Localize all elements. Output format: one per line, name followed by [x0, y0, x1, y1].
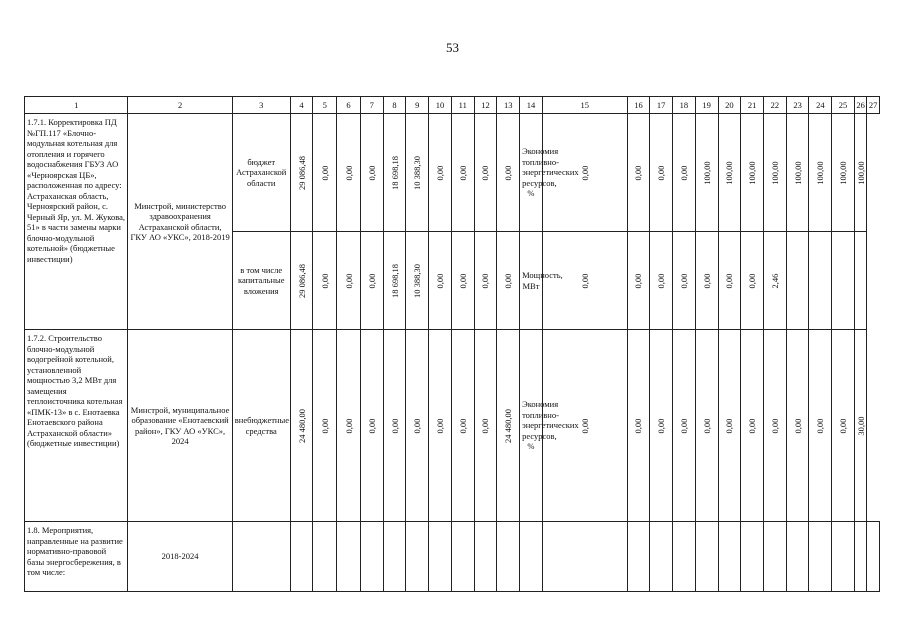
- header-cell: 3: [232, 97, 290, 114]
- empty-cell: [360, 522, 383, 592]
- indicator-value-value: 100,00: [815, 160, 826, 185]
- empty-cell: [520, 522, 543, 592]
- indicator-value: [763, 114, 786, 232]
- indicator-value: [832, 114, 855, 232]
- funding-source: внебюджетные средства: [232, 330, 290, 522]
- funding-value-value: 0,00: [502, 273, 513, 288]
- indicator-value: [786, 330, 809, 522]
- header-cell: 20: [718, 97, 741, 114]
- measure-description: 1.7.2. Строительство блочно-модульной водогрейной котельной, установленной мощностью 3,2 МВт для замещения теплоисточника котельная «ПМК-13» в с. Енотаевка Енотаевского района Астраханской области» (бюджетные инвестиции): [25, 330, 128, 522]
- funding-source: бюджет Астраханской области: [232, 114, 290, 232]
- funding-value: [313, 330, 337, 522]
- indicator-value: [718, 114, 741, 232]
- funding-value: [337, 114, 361, 232]
- funding-value: [383, 330, 406, 522]
- funding-value: [429, 232, 452, 330]
- funding-value-value: 18 698,18: [389, 155, 400, 190]
- table-row: [25, 522, 880, 592]
- funding-value: [360, 114, 383, 232]
- indicator-value: [650, 114, 673, 232]
- funding-value-value: 0,00: [480, 273, 491, 288]
- measure-executor: Минстрой, министерство здравоохранения Астраханской области, ГКУ АО «УКС», 2018-2019: [128, 114, 232, 330]
- header-cell: 8: [383, 97, 406, 114]
- empty-cell: [786, 522, 809, 592]
- indicator-value-value: 2,46: [769, 273, 780, 288]
- funding-value: [429, 330, 452, 522]
- empty-cell: [718, 522, 741, 592]
- empty-cell: [695, 522, 718, 592]
- indicator-value: [809, 114, 832, 232]
- empty-cell: [474, 522, 497, 592]
- indicator-value-value: 0,00: [655, 418, 666, 433]
- funding-value-value: 0,00: [319, 418, 330, 433]
- indicator-value-value: 0,00: [724, 418, 735, 433]
- indicator-value: [673, 232, 696, 330]
- indicator-name: Экономия топливно-энергетических ресурсов, %: [520, 114, 543, 232]
- indicator-value: [627, 114, 650, 232]
- funding-value: [383, 232, 406, 330]
- funding-value: [337, 232, 361, 330]
- header-row: [25, 97, 880, 114]
- indicator-value-value: 0,00: [815, 418, 826, 433]
- funding-value: [313, 114, 337, 232]
- funding-value-value: 0,00: [480, 165, 491, 180]
- indicator-value: [627, 330, 650, 522]
- indicator-value-value: 100,00: [837, 160, 848, 185]
- header-cell: 19: [695, 97, 718, 114]
- funding-value: [406, 114, 429, 232]
- funding-value-value: 0,00: [412, 418, 423, 433]
- indicator-value: [542, 114, 627, 232]
- funding-value-value: 0,00: [502, 165, 513, 180]
- indicator-value-value: 100,00: [855, 160, 866, 185]
- indicator-value: [763, 330, 786, 522]
- indicator-value: [854, 114, 866, 232]
- indicator-value-value: 0,00: [724, 273, 735, 288]
- header-cell: 23: [786, 97, 809, 114]
- header-cell: 9: [406, 97, 429, 114]
- indicator-value: [673, 330, 696, 522]
- indicator-value-value: 0,00: [678, 418, 689, 433]
- funding-value-value: 0,00: [434, 273, 445, 288]
- funding-value: [451, 330, 474, 522]
- funding-value-value: 0,00: [366, 165, 377, 180]
- indicator-name: Экономия топливно-энергетических ресурсов, %: [520, 330, 543, 522]
- indicator-value: [786, 114, 809, 232]
- empty-cell: [867, 522, 880, 592]
- empty-cell: [854, 522, 866, 592]
- measure-executor: 2018-2024: [128, 522, 232, 592]
- indicator-value-value: 0,00: [746, 418, 757, 433]
- header-cell: 2: [128, 97, 232, 114]
- indicator-value: [832, 330, 855, 522]
- indicator-value-value: 0,00: [678, 165, 689, 180]
- indicator-value-value: 0,00: [655, 273, 666, 288]
- funding-value-value: 0,00: [457, 165, 468, 180]
- funding-value-value: 0,00: [319, 165, 330, 180]
- header-cell: 11: [451, 97, 474, 114]
- indicator-value-value: 0,00: [746, 273, 757, 288]
- funding-value: [451, 114, 474, 232]
- funding-value: [474, 232, 497, 330]
- indicator-value-value: 100,00: [746, 160, 757, 185]
- empty-cell: [673, 522, 696, 592]
- indicator-value-value: 100,00: [701, 160, 712, 185]
- empty-cell: [337, 522, 361, 592]
- funding-value-value: 0,00: [343, 418, 354, 433]
- indicator-value: [695, 114, 718, 232]
- indicator-value-value: 0,00: [579, 165, 590, 180]
- funding-value: [360, 232, 383, 330]
- empty-cell: [429, 522, 452, 592]
- funding-value: [497, 114, 520, 232]
- funding-value: [474, 330, 497, 522]
- funding-value-value: 29 086,48: [296, 155, 307, 190]
- header-cell: 7: [360, 97, 383, 114]
- header-cell: 15: [542, 97, 627, 114]
- indicator-value: [650, 232, 673, 330]
- funding-value-value: 10 388,30: [412, 263, 423, 298]
- empty-cell: [383, 522, 406, 592]
- measure-description: 1.7.1. Корректировка ПД №ГП.117 «Блочно-модульная котельная для отопления и горячего водоснабжения ГБУЗ АО «Черноярская ЦБ», расположенная по адресу: Астраханская область, Черноярский район, с. Черный Яр, ул. М. Жукова, 51» в части замены марки блочно-модульной котельной» (бюджетные инвестиции): [25, 114, 128, 330]
- indicator-value: [854, 330, 866, 522]
- funding-value-value: 24 480,00: [296, 408, 307, 443]
- indicator-value: [650, 330, 673, 522]
- funding-value-value: 0,00: [434, 418, 445, 433]
- empty-cell: [542, 522, 627, 592]
- funding-value-value: 0,00: [434, 165, 445, 180]
- indicator-value: [741, 114, 764, 232]
- indicator-value-value: 0,00: [769, 418, 780, 433]
- program-table: [24, 96, 880, 592]
- funding-value: [429, 114, 452, 232]
- funding-value-value: 0,00: [366, 418, 377, 433]
- header-cell: 17: [650, 97, 673, 114]
- funding-value: [474, 114, 497, 232]
- header-cell: 22: [763, 97, 786, 114]
- funding-value-value: 0,00: [457, 418, 468, 433]
- indicator-value: [718, 330, 741, 522]
- empty-cell: [763, 522, 786, 592]
- funding-value-value: 0,00: [389, 418, 400, 433]
- indicator-value: [854, 232, 866, 330]
- funding-value-value: 10 388,30: [412, 155, 423, 190]
- funding-value: [406, 232, 429, 330]
- funding-value: [406, 330, 429, 522]
- indicator-value: [695, 232, 718, 330]
- funding-value: [451, 232, 474, 330]
- header-cell: 25: [832, 97, 855, 114]
- indicator-value: [786, 232, 809, 330]
- funding-source: в том числе капитальные вложения: [232, 232, 290, 330]
- header-cell: 1: [25, 97, 128, 114]
- indicator-value: [542, 330, 627, 522]
- header-cell: 24: [809, 97, 832, 114]
- header-cell: 12: [474, 97, 497, 114]
- indicator-value-value: 100,00: [724, 160, 735, 185]
- funding-value: [497, 330, 520, 522]
- empty-cell: [809, 522, 832, 592]
- measure-executor: Минстрой, муниципальное образование «Енотаевский район», ГКУ АО «УКС», 2024: [128, 330, 232, 522]
- header-cell: 13: [497, 97, 520, 114]
- indicator-value-value: 0,00: [655, 165, 666, 180]
- indicator-value: [763, 232, 786, 330]
- empty-cell: [741, 522, 764, 592]
- funding-value: [383, 114, 406, 232]
- funding-value-value: 24 480,00: [502, 408, 513, 443]
- funding-value-value: 0,00: [343, 165, 354, 180]
- empty-cell: [451, 522, 474, 592]
- indicator-value-value: 0,00: [792, 418, 803, 433]
- funding-value: [497, 232, 520, 330]
- empty-cell: [232, 522, 290, 592]
- funding-value-value: 0,00: [457, 273, 468, 288]
- header-cell: 16: [627, 97, 650, 114]
- indicator-value: [542, 232, 627, 330]
- empty-cell: [627, 522, 650, 592]
- funding-value-value: 0,00: [343, 273, 354, 288]
- indicator-value-value: 0,00: [701, 273, 712, 288]
- header-cell: 6: [337, 97, 361, 114]
- funding-value-value: 0,00: [366, 273, 377, 288]
- indicator-value-value: 0,00: [633, 273, 644, 288]
- empty-cell: [650, 522, 673, 592]
- indicator-value: [695, 330, 718, 522]
- header-cell: 4: [290, 97, 313, 114]
- header-cell: 10: [429, 97, 452, 114]
- funding-value: [360, 330, 383, 522]
- indicator-value-value: 0,00: [837, 418, 848, 433]
- header-cell: 18: [673, 97, 696, 114]
- table-row: [25, 114, 880, 232]
- indicator-value-value: 0,00: [701, 418, 712, 433]
- indicator-value: [741, 330, 764, 522]
- page-number: 53: [446, 40, 459, 55]
- empty-cell: [313, 522, 337, 592]
- indicator-value: [718, 232, 741, 330]
- indicator-value-value: 100,00: [792, 160, 803, 185]
- funding-value-value: 29 086,48: [296, 263, 307, 298]
- indicator-value: [741, 232, 764, 330]
- indicator-value: [809, 330, 832, 522]
- header-cell: 5: [313, 97, 337, 114]
- table-row: [25, 330, 880, 522]
- indicator-value-value: 0,00: [633, 165, 644, 180]
- funding-value: [290, 114, 313, 232]
- funding-value-value: 18 698,18: [389, 263, 400, 298]
- header-cell: 14: [520, 97, 543, 114]
- empty-cell: [406, 522, 429, 592]
- empty-cell: [832, 522, 855, 592]
- indicator-value-value: 0,00: [633, 418, 644, 433]
- funding-value: [290, 232, 313, 330]
- funding-value-value: 0,00: [319, 273, 330, 288]
- indicator-name: Мощность, МВт: [520, 232, 543, 330]
- indicator-value-value: 0,00: [678, 273, 689, 288]
- funding-value-value: 0,00: [480, 418, 491, 433]
- indicator-value-value: 100,00: [769, 160, 780, 185]
- funding-value: [313, 232, 337, 330]
- indicator-value-value: 0,00: [579, 418, 590, 433]
- empty-cell: [290, 522, 313, 592]
- empty-cell: [497, 522, 520, 592]
- indicator-value: [627, 232, 650, 330]
- measure-description: 1.8. Мероприятия, направленные на развитие нормативно-правовой базы энергосбережения, в том числе:: [25, 522, 128, 592]
- header-cell: 26: [854, 97, 866, 114]
- funding-value: [290, 330, 313, 522]
- indicator-value: [673, 114, 696, 232]
- header-cell: 21: [741, 97, 764, 114]
- indicator-value: [809, 232, 832, 330]
- header-cell: 27: [867, 97, 880, 114]
- funding-value: [337, 330, 361, 522]
- indicator-value-value: 30,00: [855, 415, 866, 436]
- indicator-value: [832, 232, 855, 330]
- indicator-value-value: 0,00: [579, 273, 590, 288]
